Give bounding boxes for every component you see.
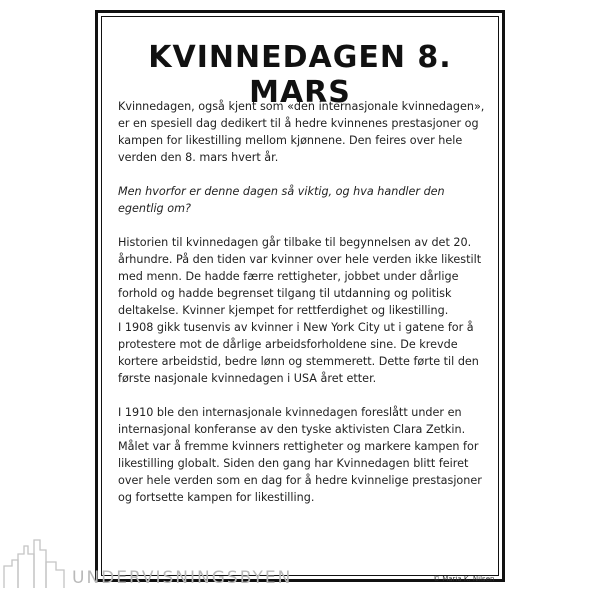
worksheet-title: KVINNEDAGEN 8. MARS [148, 40, 452, 110]
watermark-text: UNDERVISNINGSBYEN [72, 568, 293, 588]
copyright-text: © Maria K. Nilsen [433, 575, 495, 583]
history-paragraph: Historien til kvinnedagen går tilbake til begynnelsen av det 20. århundre. På den tiden var kvinner over hele verden ikke likestilt med menn. De hadde færre rettigheter, jobbet under dårlige forhold og hadde begrenset tilgang til utdanning og politisk deltakelse. Kvinner kjempet for rettferdighet og likestilling. [118, 236, 482, 317]
worksheet-body [118, 98, 486, 523]
question-paragraph: Men hvorfor er denne dagen så viktig, og hva handler den egentlig om? [118, 185, 445, 215]
international-paragraph: I 1910 ble den internasjonale kvinnedagen foreslått under en internasjonal konferanse av den tyske aktivisten Clara Zetkin. Målet var å fremme kvinners rettigheter og markere kampen for likestilling globalt. Siden den gang har Kvinnedagen blitt feiret over hele verden som en dag for å hedre kvinnelige prestasjoner og fortsette kampen for likestilling. [118, 406, 482, 504]
skyline-logo-icon [2, 536, 72, 588]
new-york-paragraph: I 1908 gikk tusenvis av kvinner i New York City ut i gatene for å protestere mot de dårlige arbeidsforholdene sine. De krevde kortere arbeidstid, bedre lønn og stemmerett. Dette førte til den første nasjonale kvinnedagen i USA året etter. [118, 321, 479, 385]
intro-paragraph: Kvinnedagen, også kjent som «den internasjonale kvinnedagen», er en spesiell dag dedikert til å hedre kvinnenes prestasjoner og kampen for likestilling mellom kjønnene. Den feires over hele verden den 8. mars hvert år. [118, 100, 485, 164]
